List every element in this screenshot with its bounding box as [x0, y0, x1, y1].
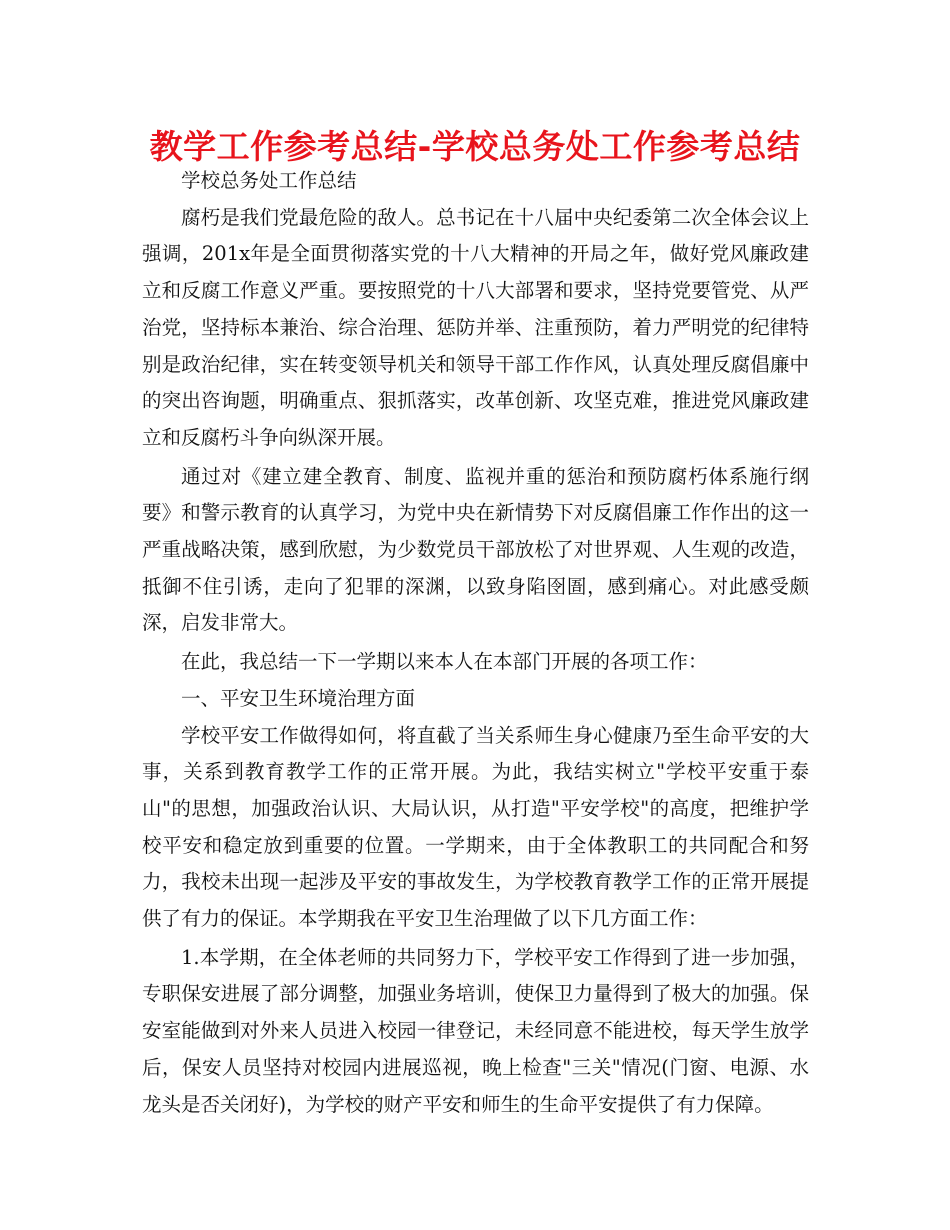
- document-body: [142, 163, 809, 1125]
- body-paragraph: 学校平安工作做得如何，将直截了当关系师生身心健康乃至生命平安的大事，关系到教育教学工作的正常开展。为此，我结实树立"学校平安重于泰山"的思想，加强政治认识、大局认识，从打造"平安学校"的高度，把维护学校平安和稳定放到重要的位置。一学期来，由于全体教职工的共同配合和努力，我校未出现一起涉及平安的事故发生，为学校教育教学工作的正常开展提供了有力的保证。本学期我在平安卫生治理做了以下几方面工作：: [142, 723, 809, 931]
- body-paragraph: 1.本学期，在全体老师的共同努力下，学校平安工作得到了进一步加强，专职保安进展了部分调整，加强业务培训，使保卫力量得到了极大的加强。保安室能做到对外来人员进入校园一律登记，未经同意不能进校，每天学生放学后，保安人员坚持对校园内进展巡视，晚上检查"三关"情况(门窗、电源、水龙头是否关闭好)，为学校的财产平安和师生的生命平安提供了有力保障。: [142, 945, 809, 1116]
- body-paragraph: 腐朽是我们党最危险的敌人。总书记在十八届中央纪委第二次全体会议上强调，201x年是全面贯彻落实党的十八大精神的开局之年，做好党风廉政建立和反腐工作意义严重。要按照党的十八大部署和要求，坚持党要管党、从严治党，坚持标本兼治、综合治理、惩防并举、注重预防，着力严明党的纪律特别是政治纪律，实在转变领导机关和领导干部工作作风，认真处理反腐倡廉中的突出咨询题，明确重点、狠抓落实，改革创新、攻坚克难，推进党风廉政建立和反腐朽斗争向纵深开展。: [142, 205, 809, 449]
- section-heading: 一、平安卫生环境治理方面: [181, 686, 416, 710]
- subtitle-paragraph: 学校总务处工作总结: [181, 169, 357, 192]
- body-paragraph: 通过对《建立建全教育、制度、监视并重的惩治和预防腐朽体系施行纲要》和警示教育的认真学习，为党中央在新情势下对反腐倡廉工作作出的这一严重战略决策，感到欣慰，为少数党员干部放松了对世界观、人生观的改造，抵御不住引诱，走向了犯罪的深渊，以致身陷囹圄，感到痛心。对此感受颇深，启发非常大。: [142, 464, 809, 635]
- document-title: 教学工作参考总结-学校总务处工作参考总结: [149, 127, 801, 166]
- body-paragraph: 在此，我总结一下一学期以来本人在本部门开展的各项工作：: [181, 650, 708, 674]
